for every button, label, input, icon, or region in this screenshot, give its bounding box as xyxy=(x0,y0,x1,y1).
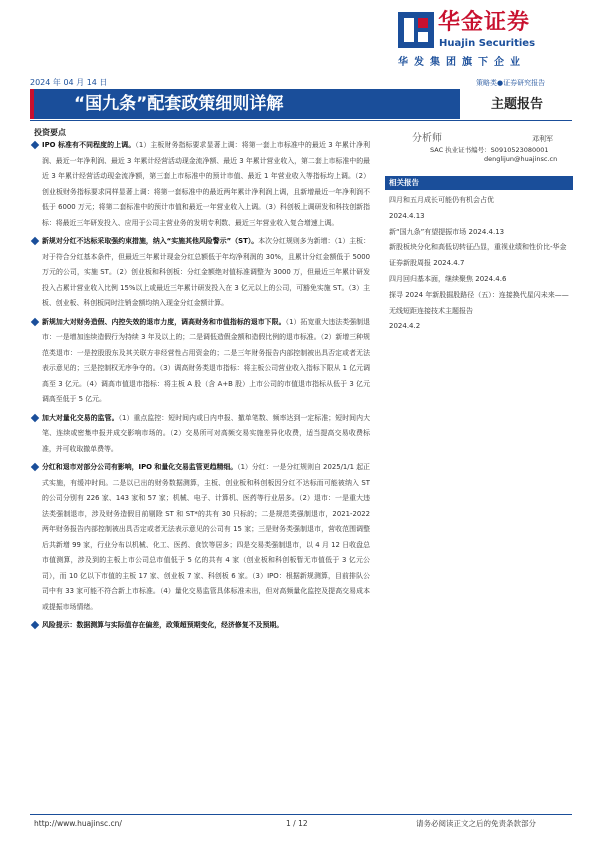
company-name-en: Huajin Securities xyxy=(439,38,536,49)
related-report-link[interactable] xyxy=(389,240,569,272)
related-report-title: 探寻 2024 年新股掘股路径（五）：连接换代星闪未来——无线短距连接技术主题报告 xyxy=(389,290,569,315)
related-report-date: 2024.4.6 xyxy=(475,274,507,283)
related-report-link[interactable] xyxy=(389,193,569,225)
footer-url[interactable]: http://www.huajinsc.cn/ xyxy=(34,819,122,828)
related-reports-list xyxy=(389,193,569,335)
report-type: 主题报告 xyxy=(491,97,544,112)
paragraph-lead: 新规对分红不达标采取强约束措施，纳入“实施其他风险警示”（ST）。 xyxy=(42,237,259,245)
paragraph-lead: IPO 标准有不同程度的上调。 xyxy=(42,141,136,149)
header-divider xyxy=(30,120,572,121)
list-item xyxy=(30,618,370,634)
footer-divider xyxy=(30,814,572,815)
report-date: 2024 年 04 月 14 日 xyxy=(30,78,108,87)
related-report-title: 新股板块分化和高低切转征凸显，重视业绩和性价比-华金证券新股周报 xyxy=(389,243,567,268)
title-bar-accent xyxy=(30,89,34,119)
bullet-icon xyxy=(31,141,39,149)
bullet-icon xyxy=(31,621,39,629)
analyst-name: 邓利军 xyxy=(532,135,553,143)
bullet-icon xyxy=(31,237,39,245)
related-report-title: 四月和五月成长可能仍有机会占优 xyxy=(389,196,494,204)
related-report-date: 2024.4.2 xyxy=(389,322,421,331)
list-item xyxy=(30,138,370,231)
related-report-link[interactable] xyxy=(389,272,569,288)
paragraph-body: （1）拓宽重大违法类强制退市：一是增加连续造假行为持续 3 年及以上的；二是调低造假金额和造假比例的退市标准。（2）新增三种规范类退市：一是控股股东及其关联方非经营性占用资金的；二是三年财务报告内部控制被出具否定或者无法表示意见的；三是控制权无序争夺的。（3）调高财务类退市指标：将主板公司营业收入指标下限从 1 亿元调高至 3 亿元。（4）调高市值退市指标：将主板 A 股（含 A+B 股）上市公司的市值退市指标从低于 3 亿元调高至低于 5 亿元。 xyxy=(42,317,371,403)
disclaimer-note: 请务必阅读正文之后的免责条款部分 xyxy=(416,819,536,828)
related-report-date: 2024.4.13 xyxy=(468,227,505,236)
related-report-date: 2024.4.13 xyxy=(389,211,425,220)
paragraph-lead: 新规加大对财务造假、内控失效的退市力度，调高财务和市值指标的退市下限。 xyxy=(42,317,286,326)
section-heading: 投资要点 xyxy=(34,128,66,137)
bullet-icon xyxy=(31,463,39,471)
report-title: “国九条”配套政策细则详解 xyxy=(74,94,284,114)
report-category: 策略类●证券研究报告 xyxy=(476,79,546,87)
analyst-certificate: SAC 执业证书编号：S0910523080001 xyxy=(430,146,549,154)
risk-warning: 风险提示：数据测算与实际值存在偏差，政策超预期变化，经济修复不及预期。 xyxy=(42,621,284,629)
paragraph-body: 本次分红规则多为新增：（1）主板：对于符合分红基本条件，但最近三年累计现金分红总额低于年均净利润的 30%，且累计分红金额低于 5000 万元的公司，实施 ST。（2）创业板和科创板：分红金额绝对值标准调整为 3000 万，但最近三年累计研发投入占累计营业收入比例 15%以上或最近三年累计研发投入在 3 亿元以上的公司，可豁免实施 ST。（3）主板、创业板、科创板同时注销金额均纳入现金分红金额计算。 xyxy=(42,237,370,307)
paragraph-body: （1）主板财务指标要求显著上调：将第一套上市标准中的最近 3 年累计净利润、最近一年净利润、最近 3 年累计经营活动现金流净额、最近 3 年累计营业收入，第二套上市标准中的最近 3 年累计经营活动现金流净额，第三套上市标准中的预计市值、最近 1 年营业收入等指标均上调。（2）创业板财务指标要求同样显著上调：将第一套标准中的最近两年累计净利润上调，且新增最近一年净利润不低于 6000 万元；将第二套标准中的预计市值和最近一年营业收入上调。（3）科创板上调研发和科技创新指标：将最近三年研发投入、应用于公司主营业务的发明专利数、最近三年营业收入复合增速上调。 xyxy=(42,141,370,227)
list-item xyxy=(30,234,370,312)
list-item xyxy=(30,315,370,408)
bullet-icon xyxy=(31,413,39,421)
paragraph-lead: 加大对量化交易的监管。 xyxy=(42,413,119,422)
list-item xyxy=(30,411,370,458)
paragraph-lead: 分红和退市对部分公司有影响，IPO 和量化交易监管更趋精细。 xyxy=(42,463,238,471)
paragraph-body: （1）分红：一是分红规则自 2025/1/1 起正式实施，有缓冲时间。二是以已出的财务数据测算，主板、创业板和科创板因分红不达标而可能被纳入 ST 的公司分别有 226 家、143 家和 57 家；机械、电子、计算机、医药等行业居多。（2）退市：一是重大违法类强制退市，涉及财务造假目前剔除 ST 和 ST*的共有 30 只标的；二是规范类强制退市，2021-2022 两年财务报告内部控制被出具否定或者无法表示意见的公司有 15 家；三是财务类强制退市，营收范围调整后共新增 99 家，行业分布以机械、化工、医药、食饮等居多；四是交易类强制退市，以 4 月 12 日收盘总市值测算，涉及到的主板上市公司总市值低于 5 亿的共有 4 家（创业板和科创板暂无市值低于 3 亿元公司），而 10 亿以下市值的主板 17 家、创业板 7 家、科创板 6 家。（3）IPO：根据新规测算，目前排队公司中有 33 家可能不符合新上市标准。（4）量化交易监管具体标准未出，但对高频量化监控及提高交易成本或提振市场情绪。 xyxy=(42,463,370,611)
list-item xyxy=(30,460,370,615)
page-number: 1 / 12 xyxy=(286,819,308,828)
related-report-title: 四月回归基本面，继续聚焦 xyxy=(389,274,473,283)
bullet-icon xyxy=(31,317,39,325)
paragraph-body: （1）重点监控：短时间内或日内申报、撤单笔数、频率达到一定标准；短时间内大笔、连续或密集申报并成交影响市场的。（2）交易所可对高频交易实施差异化收费，适当提高交易收费标准，并可收取撤单费等。 xyxy=(42,413,370,453)
analyst-heading: 分析师 xyxy=(412,133,442,144)
related-report-title: 新“国九条”有望提振市场 xyxy=(389,227,467,236)
related-report-date: 2024.4.7 xyxy=(433,259,465,268)
huajin-logo-icon xyxy=(398,12,434,48)
company-name-cn: 华金证券 xyxy=(438,10,531,35)
related-reports-heading: 相关报告 xyxy=(389,178,419,187)
investment-points xyxy=(30,138,370,637)
company-slogan: 华发集团旗下企业 xyxy=(398,57,526,68)
analyst-email[interactable]: denglijun@huajinsc.cn xyxy=(484,155,558,163)
related-report-link[interactable] xyxy=(389,225,569,241)
related-report-link[interactable] xyxy=(389,288,569,335)
